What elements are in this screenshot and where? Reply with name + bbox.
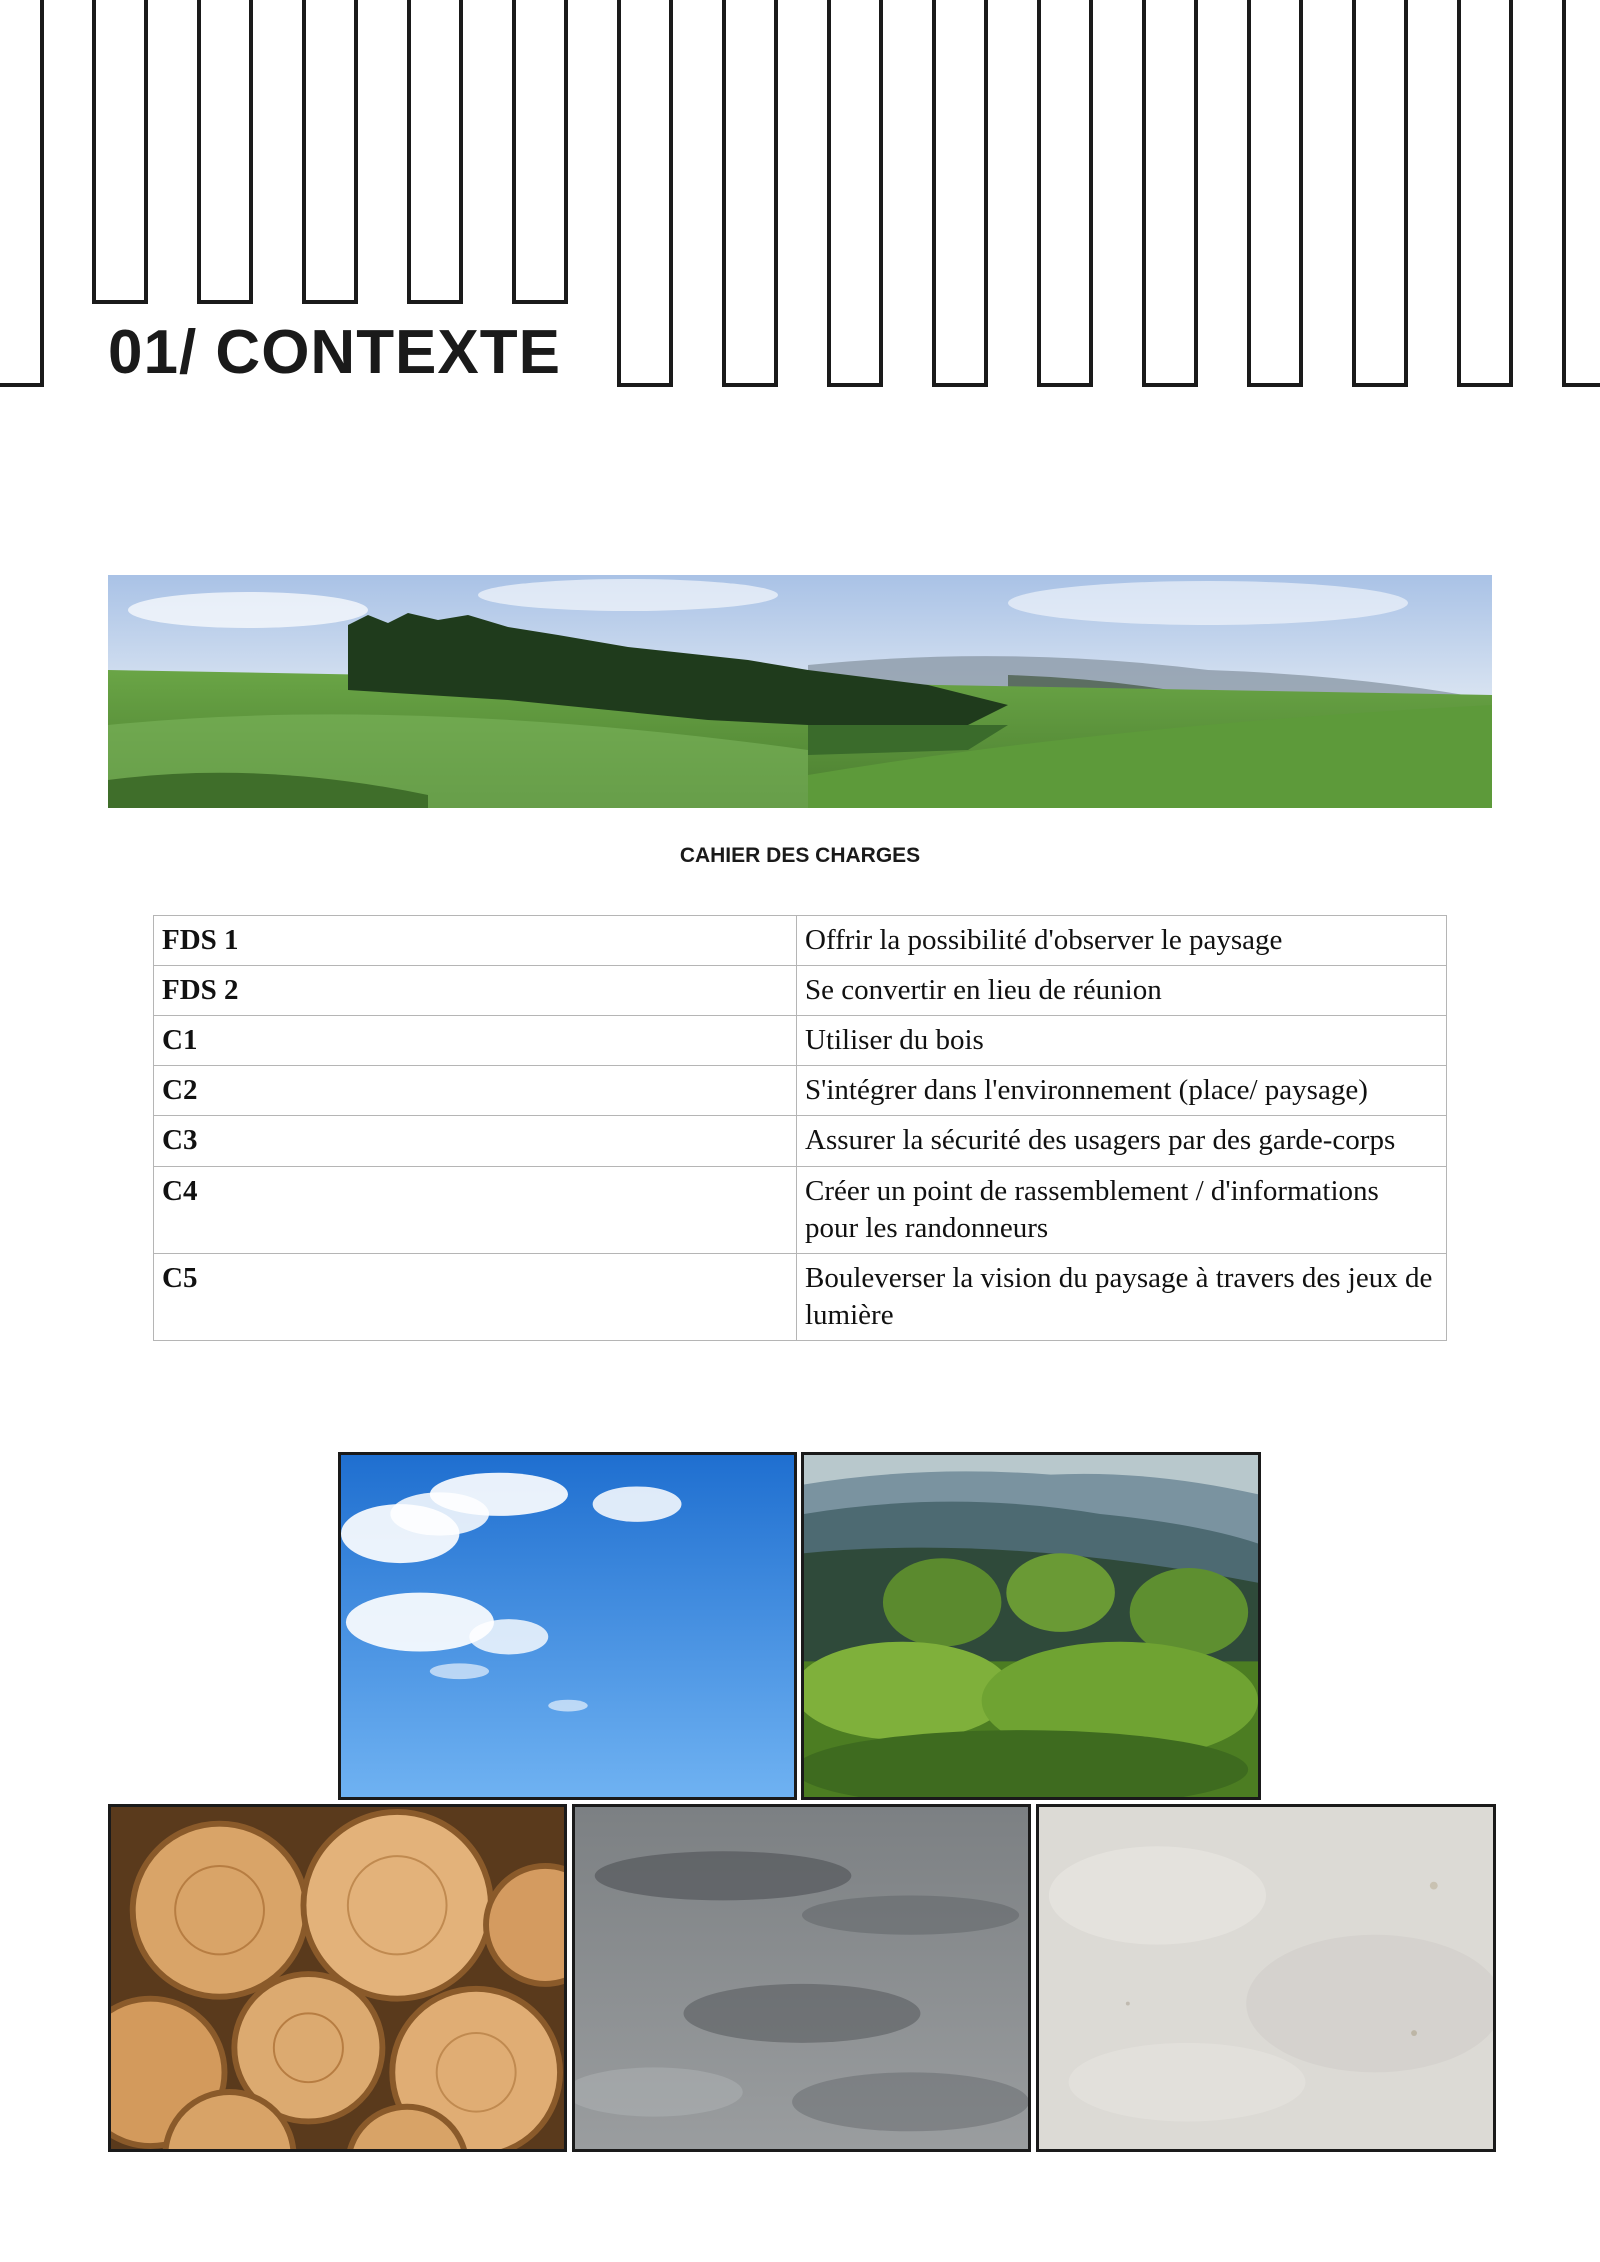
table-row	[154, 1066, 1447, 1116]
table-caption: CAHIER DES CHARGES	[679, 844, 921, 867]
concrete-image	[1036, 1804, 1496, 2152]
landscape-panorama-image	[108, 575, 1492, 808]
requirements-table	[153, 915, 1447, 1341]
row-text: Utiliser du bois	[797, 1016, 1447, 1066]
row-code: C3	[154, 1116, 797, 1166]
table-row	[154, 1166, 1447, 1253]
row-text: Assurer la sécurité des usagers par des garde-corps	[797, 1116, 1447, 1166]
forest-mountains-image	[801, 1452, 1261, 1800]
asphalt-image	[572, 1804, 1031, 2152]
row-code: FDS 2	[154, 966, 797, 1016]
row-code: FDS 1	[154, 916, 797, 966]
row-text: S'intégrer dans l'environnement (place/ paysage)	[797, 1066, 1447, 1116]
table-row	[154, 1253, 1447, 1340]
table-row	[154, 966, 1447, 1016]
row-text: Offrir la possibilité d'observer le paysage	[797, 916, 1447, 966]
table-row	[154, 1016, 1447, 1066]
table-row	[154, 1116, 1447, 1166]
wood-logs-image	[108, 1804, 567, 2152]
row-code: C5	[154, 1253, 797, 1340]
row-text: Créer un point de rassemblement / d'informations pour les randonneurs	[797, 1166, 1447, 1253]
row-code: C2	[154, 1066, 797, 1116]
row-code: C4	[154, 1166, 797, 1253]
row-code: C1	[154, 1016, 797, 1066]
sky-image	[338, 1452, 797, 1800]
page-title: 01/ CONTEXTE	[108, 318, 561, 387]
table-row	[154, 916, 1447, 966]
row-text: Se convertir en lieu de réunion	[797, 966, 1447, 1016]
row-text: Bouleverser la vision du paysage à travers des jeux de lumière	[797, 1253, 1447, 1340]
